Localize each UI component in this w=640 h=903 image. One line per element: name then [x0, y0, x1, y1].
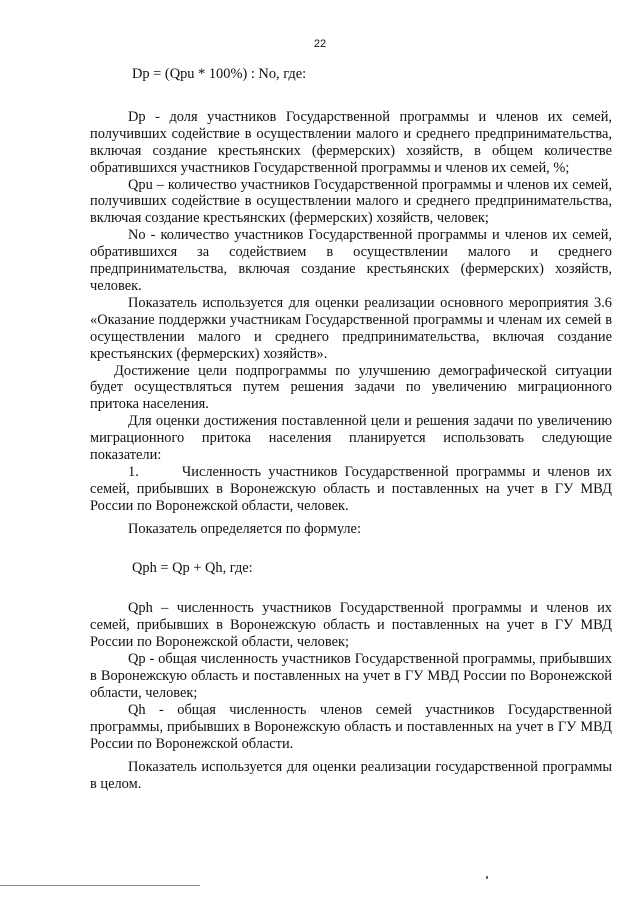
goal-achievement-paragraph: Достижение цели подпрограммы по улучшению демографической ситуации будет осуществляться путем решения задачи по увеличению миграционного притока населения.: [90, 362, 612, 413]
indicator-1-paragraph: 1. Численность участников Государственной программы и членов их семей, прибывших в Воронежскую область и поставленных на учет в ГУ МВД России по Воронежской области, человек.: [90, 463, 612, 514]
assessment-intro-paragraph: Для оценки достижения поставленной цели и решения задачи по увеличению миграционного притока населения планируется использовать следующие показатели:: [90, 413, 612, 464]
scan-speck: [486, 876, 488, 879]
definition-qh: Qh - общая численность членов семей участников Государственной программы, прибывших в Воронежскую область и поставленных на учет в ГУ МВД России по Воронежской области.: [90, 701, 612, 752]
formula-intro: Показатель определяется по формуле:: [128, 520, 361, 537]
definition-qph: Qph – численность участников Государственной программы и членов их семей, прибывших в Воронежскую область и поставленных на учет в ГУ МВД России по Воронежской области, человек;: [90, 600, 612, 651]
formula-dp: Dp = (Qpu * 100%) : No, где:: [132, 66, 307, 82]
definition-qp: Qp - общая численность участников Государственной программы, прибывших в Воронежскую область и поставленных на учет в ГУ МВД России по Воронежской области, человек;: [90, 651, 612, 701]
definition-no: No - количество участников Государственной программы и членов их семей, обратившихся за содействием в осуществлении малого и среднего предпринимательства, включая создание крестьянских (фермерских) хозяйств, человек.: [90, 227, 612, 294]
definition-qpu: Qpu – количество участников Государственной программы и членов их семей, получивших содействие в осуществлении малого и среднего предпринимательства, включая создание крестьянских (фермерских) хозяйств, человек;: [90, 176, 612, 227]
page-number: 22: [313, 38, 327, 50]
scan-edge-line: [0, 885, 200, 886]
document-body: [90, 66, 612, 792]
definition-dp: Dp - доля участников Государственной программы и членов их семей, получивших содействие в осуществлении малого и среднего предпринимательства, включая создание крестьянских (фермерских) хозяйств, в общем количестве обратившихся участников Государственной программы и членов их семей, %;: [90, 108, 612, 176]
indicator-usage-paragraph-2: Показатель используется для оценки реализации государственной программы в целом.: [90, 758, 612, 792]
indicator-usage-paragraph: Показатель используется для оценки реализации основного мероприятия 3.6 «Оказание поддержки участникам Государственной программы и членам их семей в осуществлении малого и среднего предпринимательства, включая создание крестьянских (фермерских) хозяйств».: [90, 294, 612, 362]
formula-qph: Qph = Qp + Qh, где:: [132, 559, 253, 576]
